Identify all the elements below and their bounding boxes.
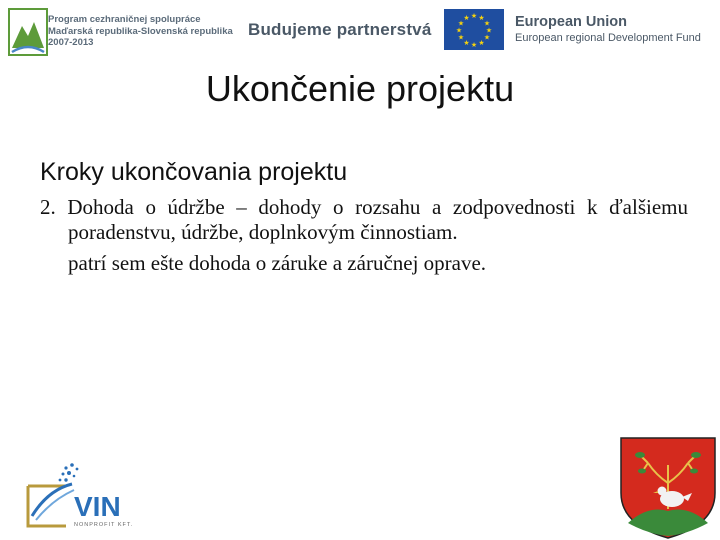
slide-subtitle: Kroky ukončovania projektu bbox=[40, 158, 348, 186]
slide-title: Ukončenie projektu bbox=[205, 68, 515, 109]
svg-text:★: ★ bbox=[470, 12, 478, 20]
svg-text:★: ★ bbox=[483, 33, 491, 42]
partnership-slogan: Budujeme partnerstvá bbox=[248, 20, 432, 39]
eu-flag-icon bbox=[444, 9, 504, 50]
vin-logo-subtext: NONPROFIT KFT. bbox=[74, 522, 134, 528]
svg-text:★: ★ bbox=[470, 41, 478, 49]
vin-logo-icon bbox=[22, 460, 146, 532]
svg-text:★: ★ bbox=[463, 14, 470, 22]
coat-of-arms-icon bbox=[618, 435, 718, 540]
svg-text:★: ★ bbox=[457, 33, 465, 42]
program-text bbox=[48, 14, 233, 49]
slide-body bbox=[40, 158, 688, 276]
eu-subtitle: European regional Development Fund bbox=[515, 32, 701, 44]
program-line-3: 2007-2013 bbox=[48, 37, 94, 48]
eu-label bbox=[515, 14, 701, 45]
program-line-1: Program cezhraničnej spolupráce bbox=[48, 14, 201, 25]
svg-text:★: ★ bbox=[463, 39, 470, 47]
svg-text:★: ★ bbox=[457, 19, 465, 28]
svg-text:★: ★ bbox=[483, 19, 491, 28]
header-logos bbox=[0, 0, 720, 64]
svg-text:★: ★ bbox=[455, 26, 463, 35]
program-line-2: Maďarská republika-Slovenská republika bbox=[48, 25, 233, 37]
eu-title: European Union bbox=[515, 14, 627, 30]
body-paragraph-1: 2. Dohoda o údržbe – dohody o rozsahu a zodpovednosti k ďalšiemu poradenstvu, údržbe, doplnkovým činnostiam. bbox=[40, 195, 688, 244]
vin-logo-text: VIN bbox=[74, 491, 121, 522]
program-logo-icon bbox=[8, 8, 48, 56]
svg-text:★: ★ bbox=[478, 14, 485, 22]
body-paragraph-2: patrí sem ešte dohoda o záruke a záručnej oprave. bbox=[68, 251, 487, 275]
svg-text:★: ★ bbox=[478, 39, 485, 47]
svg-text:★: ★ bbox=[485, 26, 493, 35]
